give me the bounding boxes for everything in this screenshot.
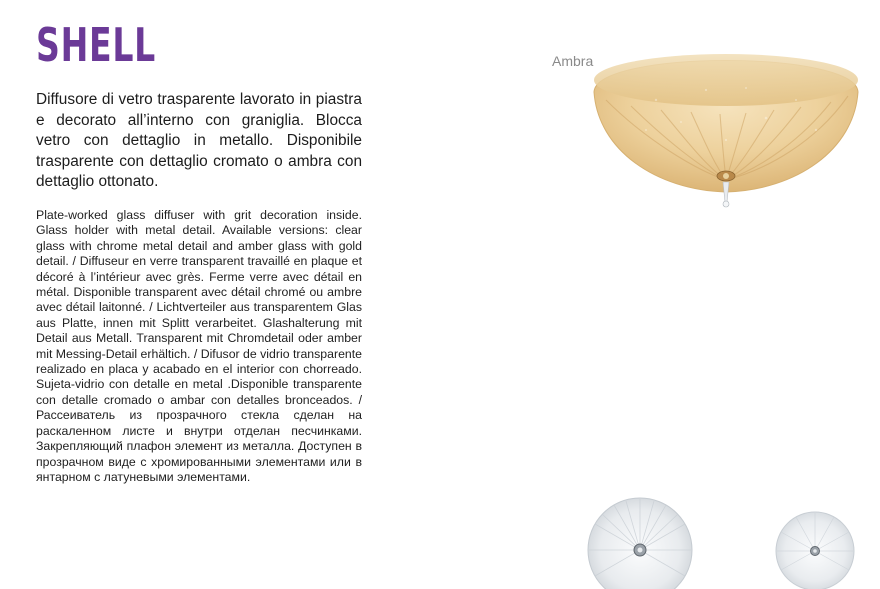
description-italian: Diffusore di vetro trasparente lavorato in piastra e decorato all’interno con graniglia. Blocca vetro con dettaglio in metallo. Disponibile trasparente con dettaglio cromato o ambra con dettaglio ottonato. <box>36 91 362 190</box>
product-title: SHELL <box>36 18 157 72</box>
description-multilingual: Plate-worked glass diffuser with grit decoration inside. Glass holder with metal detail. Available versions: clear glass with chrome metal detail and amber glass with gold detail. / Diffuseur en verre transparent travaillé en plaque et décoré à l’intérieur avec grès. Ferme verre avec détail en métal. Disponible transparent avec détail chromé ou ambre avec détail laitonné. / Lichtverteiler aus transparentem Glas aus Platte, innen mit Splitt verarbeitet. Glashalterung mit Detail aus Metall. Transparent mit Chromdetail oder amber mit Messing-Detail erhältich. / Difusor de vidrio transparente realizado en placa y acabado en el interior con chorreado. Sujeta-vidrio con detalle en metal .Disponible transparente con detalle cromado o ambar con detalles bronceados. / Рассеиватель из прозрачного стекла сделан на раскаленном листе и внутри отделан песчинками. Закрепляющий плафон элемент из металла. Доступен в прозрачном виде с хромированными элементами или в янтарном с латуневыми элементами. <box>36 208 362 484</box>
variant-label-ambra: Ambra <box>552 53 594 69</box>
clear-ceiling-lamp-small-photo <box>772 506 858 589</box>
clear-ceiling-lamp-large-photo <box>584 490 696 589</box>
amber-ceiling-lamp-photo <box>586 30 866 210</box>
